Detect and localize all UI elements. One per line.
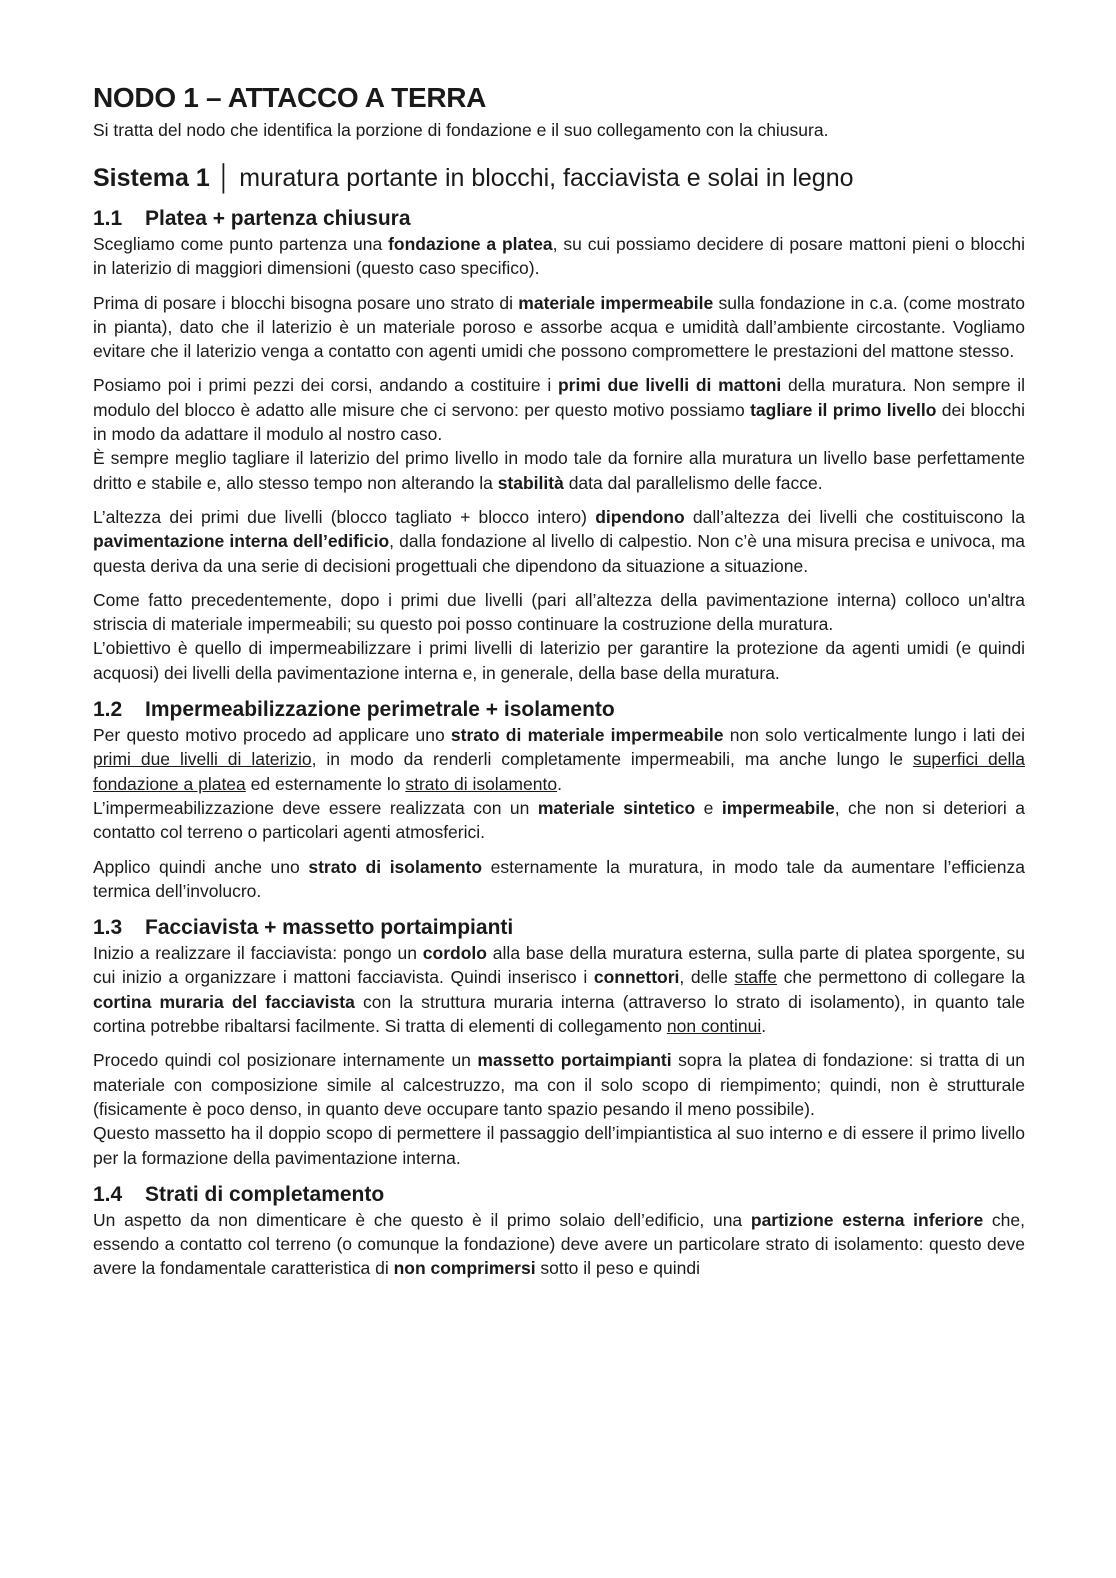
bold-text: materiale impermeabile xyxy=(518,292,714,313)
section-1-1 xyxy=(93,232,1025,685)
text-run: sotto il peso e quindi xyxy=(535,1258,700,1279)
text-run: dall’altezza dei livelli che costituiscono la xyxy=(684,506,1025,527)
intro-text: Si tratta del nodo che identifica la porzione di fondazione e il suo collegamento con la chiusura. xyxy=(93,120,829,140)
underlined-text: non continui xyxy=(666,1016,762,1037)
section-heading-1-2: 1.2 Impermeabilizzazione perimetrale + isolamento xyxy=(93,698,615,722)
paragraph xyxy=(93,505,1025,578)
text-run: L’altezza dei primi due livelli (blocco tagliato + blocco intero) xyxy=(93,506,596,527)
paragraph xyxy=(93,941,1025,1038)
text-run: Scegliamo come punto partenza una xyxy=(93,234,389,254)
text-run: che permettono di collegare la xyxy=(776,967,1026,988)
system-separator: │ xyxy=(216,164,233,192)
bold-text: cordolo xyxy=(422,943,487,964)
paragraph xyxy=(93,723,1025,844)
underlined-text: primi due livelli di laterizio xyxy=(93,749,312,770)
bold-text: non comprimersi xyxy=(393,1258,536,1279)
text-run: Procedo quindi col posizionare internamente un xyxy=(93,1050,478,1071)
text-run: non solo verticalmente lungo i lati dei xyxy=(723,725,1025,746)
paragraph: L’obiettivo è quello di impermeabilizzare i primi livelli di laterizio per garantire la protezione da agenti umidi (e quindi acquosi) dei livelli della pavimentazione interna e, in generale, della base della muratura. xyxy=(93,638,1025,683)
text-run: Inizio a realizzare il facciavista: pongo un xyxy=(93,943,423,964)
underlined-text: strato di isolamento xyxy=(405,773,558,794)
text-run: . xyxy=(557,773,562,794)
bold-text: massetto portaimpianti xyxy=(477,1050,672,1071)
system-description: muratura portante in blocchi, facciavista e solai in legno xyxy=(232,164,854,192)
bold-text: connettori xyxy=(593,967,680,988)
text-run: sulla fondazione in c.a. (come mostrato in pianta), dato che il laterizio è un materiale poroso e assorbe acqua e umidità dall’ambiente circostante. Vogliamo evitare che il laterizio venga a contatto con agenti umidi che possono compromettere le prestazioni del mattone stesso. xyxy=(93,292,1025,362)
text-run: Prima di posare i blocchi bisogna posare uno strato di xyxy=(93,292,519,313)
paragraph xyxy=(93,232,1025,281)
paragraph xyxy=(93,1208,1025,1281)
section-1-3 xyxy=(93,941,1025,1170)
paragraph xyxy=(93,373,1025,446)
system-heading xyxy=(93,162,1025,194)
paragraph xyxy=(93,855,1025,904)
bold-text: partizione esterna inferiore xyxy=(750,1209,984,1230)
text-run: Posiamo poi i primi pezzi dei corsi, andando a costituire i xyxy=(93,375,558,396)
paragraph xyxy=(93,291,1025,364)
text-run: ed esternamente lo xyxy=(245,773,406,794)
bold-text: pavimentazione interna dell’edificio xyxy=(93,531,390,552)
text-run: Per questo motivo procedo ad applicare uno xyxy=(93,725,451,746)
text-run: . xyxy=(761,1016,767,1037)
text-run: È sempre meglio tagliare il laterizio del primo livello in modo tale da fornire alla muratura un livello base perfettamente dritto e stabile e, allo stesso tempo non alterando la xyxy=(93,448,1025,493)
document-body xyxy=(93,80,1025,1291)
text-run: dei blocchi in modo da adattare il modulo al nostro caso. xyxy=(93,399,1025,445)
text-run: Un aspetto da non dimenticare è che questo è il primo solaio dell’edificio, una xyxy=(93,1209,751,1230)
paragraph: Come fatto precedentemente, dopo i primi due livelli (pari all’altezza della pavimentazione interna) colloco un'altra striscia di materiale impermeabili; su questo poi posso continuare la costruzione della muratura. xyxy=(93,589,1025,635)
text-run: esternamente la muratura, in modo tale da aumentare l’efficienza termica dell’involucro. xyxy=(93,856,1026,901)
section-1-2 xyxy=(93,723,1025,903)
bold-text: cortina muraria del facciavista xyxy=(93,991,355,1012)
bold-text: fondazione a platea xyxy=(388,234,553,254)
bold-text: dipendono xyxy=(595,506,685,527)
page-title: NODO 1 – ATTACCO A TERRA xyxy=(93,82,487,113)
text-run: sopra la platea di fondazione: si tratta di un materiale con composizione simile al calcestruzzo, ma con il solo scopo di riempimento; quindi, non è strutturale (fisicamente è poco denso, in quanto deve occupare tanto spazio pesando il meno possibile). xyxy=(93,1050,1025,1119)
section-heading-1-4: 1.4 Strati di completamento xyxy=(93,1182,385,1206)
bold-text: strato di materiale impermeabile xyxy=(450,725,724,746)
text-run: alla base della muratura esterna, sulla parte di platea sporgente, su cui inizio a organizzare i mattoni facciavista. Quindi inserisco i xyxy=(93,943,1025,988)
system-label: Sistema 1 xyxy=(93,164,210,192)
text-run: della muratura. Non sempre il modulo del blocco è adatto alle misure che ci servono: per questo motivo possiamo xyxy=(93,375,1026,420)
text-run: , su cui possiamo decidere di posare mattoni pieni o blocchi in laterizio di maggiori dimensioni (questo caso specifico). xyxy=(93,234,1025,279)
text-run: L’impermeabilizzazione deve essere realizzata con un xyxy=(93,797,538,818)
paragraph xyxy=(93,446,1025,495)
bold-text: strato di isolamento xyxy=(308,856,483,877)
text-run: che, essendo a contatto col terreno (o comunque la fondazione) deve avere un particolare strato di isolamento: questo deve avere la fondamentale caratteristica di xyxy=(93,1209,1025,1279)
text-run: , che non si deteriori a contatto col terreno o particolari agenti atmosferici. xyxy=(93,797,1025,843)
text-run: data dal parallelismo delle facce. xyxy=(563,472,823,493)
bold-text: primi due livelli di mattoni xyxy=(557,375,782,396)
bold-text: tagliare il primo livello xyxy=(750,399,937,420)
bold-text: materiale sintetico xyxy=(537,797,696,818)
section-heading-1-1: 1.1 Platea + partenza chiusura xyxy=(93,207,411,230)
paragraph: Questo massetto ha il doppio scopo di permettere il passaggio dell’impiantistica al suo interno e di essere il primo livello per la formazione della pavimentazione interna. xyxy=(93,1123,1025,1168)
section-1-4 xyxy=(93,1208,1025,1281)
text-run: e xyxy=(695,797,722,818)
underlined-text: superfici della fondazione a platea xyxy=(93,749,1025,794)
bold-text: stabilità xyxy=(497,472,564,493)
section-heading-1-3: 1.3 Facciavista + massetto portaimpianti xyxy=(93,916,514,940)
text-run: , in modo da renderli completamente impermeabili, ma anche lungo le xyxy=(311,749,913,770)
text-run: , dalla fondazione al livello di calpestio. Non c’è una misura precisa e univoca, ma questa deriva da una serie di decisioni progettuali che dipendono da situazione a situazione. xyxy=(93,531,1025,576)
text-run: con la struttura muraria interna (attraverso lo strato di isolamento), in quanto tale cortina potrebbe ribaltarsi facilmente. Si tratta di elementi di collegamento xyxy=(93,991,1026,1037)
underlined-text: staffe xyxy=(734,967,777,988)
text-run: , delle xyxy=(679,967,735,988)
text-run: Applico quindi anche uno xyxy=(93,856,309,877)
paragraph xyxy=(93,1048,1025,1121)
bold-text: impermeabile xyxy=(721,797,835,818)
